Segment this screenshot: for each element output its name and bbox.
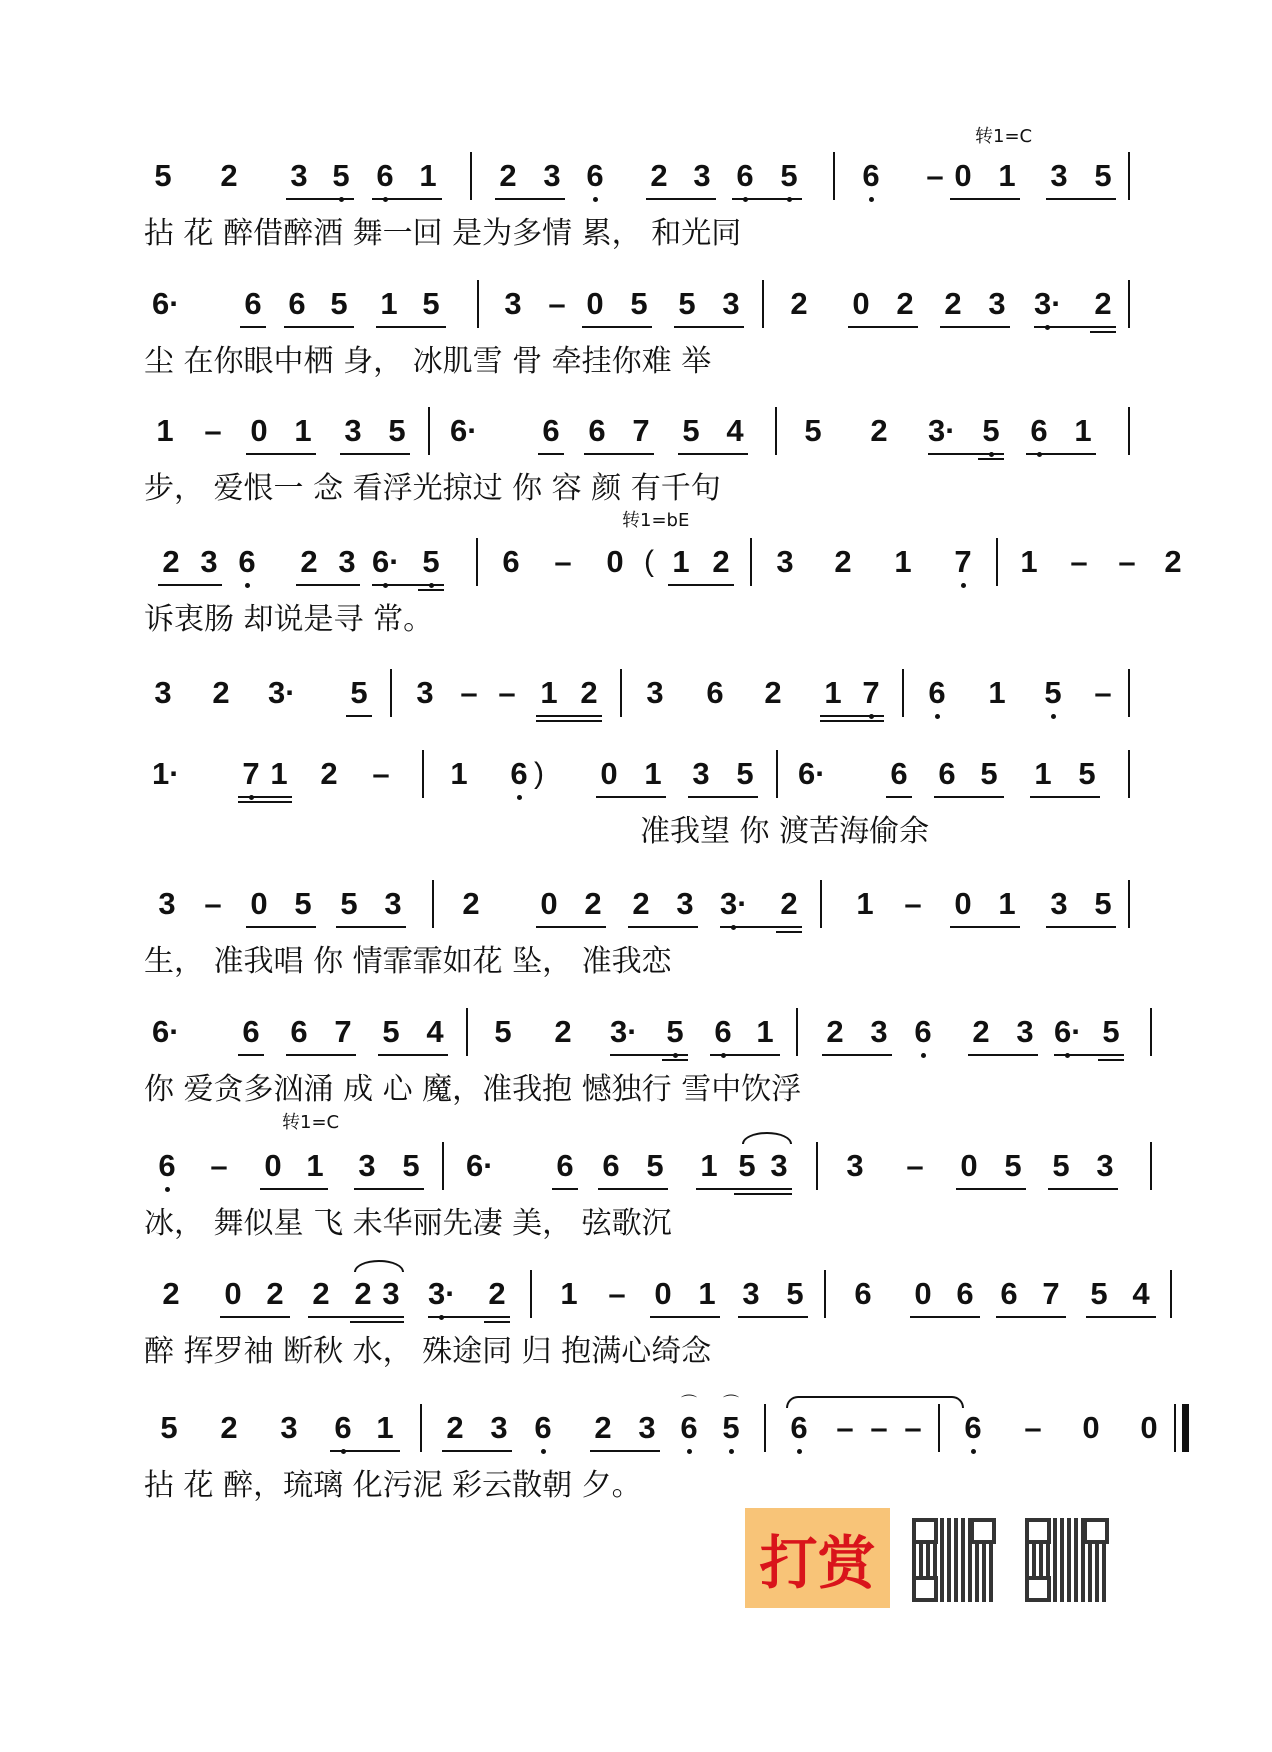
fermata-icon: ⌒ [681, 1395, 698, 1412]
score-row-1: 5 2 3 5 6 1 2 3 6 2 3 6 5 6 – 0 1 3 5 拈 花 醉借醉酒 舞一回 是为多情 累， 和光同 [150, 158, 1130, 218]
key-change-label: 转1=C [282, 1112, 340, 1133]
score-row-2: 6· 6 6 5 1 5 3 – 0 5 5 3 2 0 2 2 3 3· 2 尘 在你眼中栖 身， 冰肌雪 骨 牵挂你难 举 [150, 286, 1130, 346]
score-row-5: 3 2 3· 5 3 – – 1 2 3 6 2 1 7 6 1 5 – [150, 675, 1130, 735]
reward-label: 打赏 [759, 1529, 876, 1597]
lyric-line: 拈 花 醉借醉酒 舞一回 是为多情 累， 和光同 [144, 216, 742, 251]
fermata-icon: ⌒ [723, 1395, 740, 1412]
reward-button[interactable] [745, 1508, 890, 1608]
score-row-7: 3 – 0 5 5 3 2 0 2 2 3 3· 2 1 – 0 1 3 5 生， 准我唱 你 情霏霏如花 坠， 准我恋 [150, 886, 1130, 946]
key-change-label: 转1=C [975, 126, 1033, 147]
score-row-6: 1· 7 1 2 – 1 6 ) 0 1 3 5 6· 6 6 5 1 5 准我望 你 渡苦海偷余 [150, 756, 1130, 816]
lyric-line: 准我望 你 渡苦海偷余 [640, 814, 930, 849]
score-row-11: 5 2 3 6 1 2 3 6 2 3 6 5 ⌒ ⌒ 6 – – – 6 – 0 0 拈 花 醉，琉璃 化污泥 彩云散朝 夕。 [150, 1410, 1130, 1470]
lyric-line: 诉衷肠 却说是寻 常。 [144, 602, 434, 637]
score-row-10: 2 0 2 2 2 3 3· 2 1 – 0 1 3 5 6 0 6 6 7 5 4 醉 挥罗袖 断秋 水， 殊途同 归 抱满心绮念 [150, 1276, 1130, 1336]
slur [354, 1260, 404, 1272]
qr-code-icon [912, 1518, 996, 1602]
lyric-line: 尘 在你眼中栖 身， 冰肌雪 骨 牵挂你难 举 [144, 344, 712, 379]
key-change-label: 转1=bE [622, 510, 690, 531]
lyric-line: 拈 花 醉，琉璃 化污泥 彩云散朝 夕。 [144, 1468, 642, 1503]
lyric-line: 你 爱贪多汹涌 成 心 魔，准我抱 憾独行 雪中饮浮 [144, 1072, 802, 1107]
score-row-4: 2 3 6 2 3 6· 5 6 – 0 ( 1 2 3 2 1 7 1 – – 2 诉衷肠 却说是寻 常。 [150, 544, 1130, 604]
qr-code-icon [1025, 1518, 1109, 1602]
slur [742, 1132, 792, 1144]
lyric-line: 步， 爱恨一 念 看浮光掠过 你 容 颜 有千句 [144, 471, 721, 506]
lyric-line: 生， 准我唱 你 情霏霏如花 坠， 准我恋 [144, 944, 672, 979]
score-row-9: 6 – 0 1 3 5 6· 6 6 5 1 5 3 3 – 0 5 5 3 冰， 舞似星 飞 未华丽先凄 美， 弦歌沉 [150, 1148, 1130, 1208]
lyric-line: 冰， 舞似星 飞 未华丽先凄 美， 弦歌沉 [144, 1206, 672, 1241]
score-row-8: 6· 6 6 7 5 4 5 2 3· 5 6 1 2 3 6 2 3 6· 5 你 爱贪多汹涌 成 心 魔，准我抱 憾独行 雪中饮浮 [150, 1014, 1130, 1074]
score-row-3: 1 – 0 1 3 5 6· 6 6 7 5 4 5 2 3· 5 6 1 步， 爱恨一 念 看浮光掠过 你 容 颜 有千句 [150, 413, 1130, 473]
final-barline [1182, 1404, 1189, 1452]
lyric-line: 醉 挥罗袖 断秋 水， 殊途同 归 抱满心绮念 [144, 1334, 712, 1369]
